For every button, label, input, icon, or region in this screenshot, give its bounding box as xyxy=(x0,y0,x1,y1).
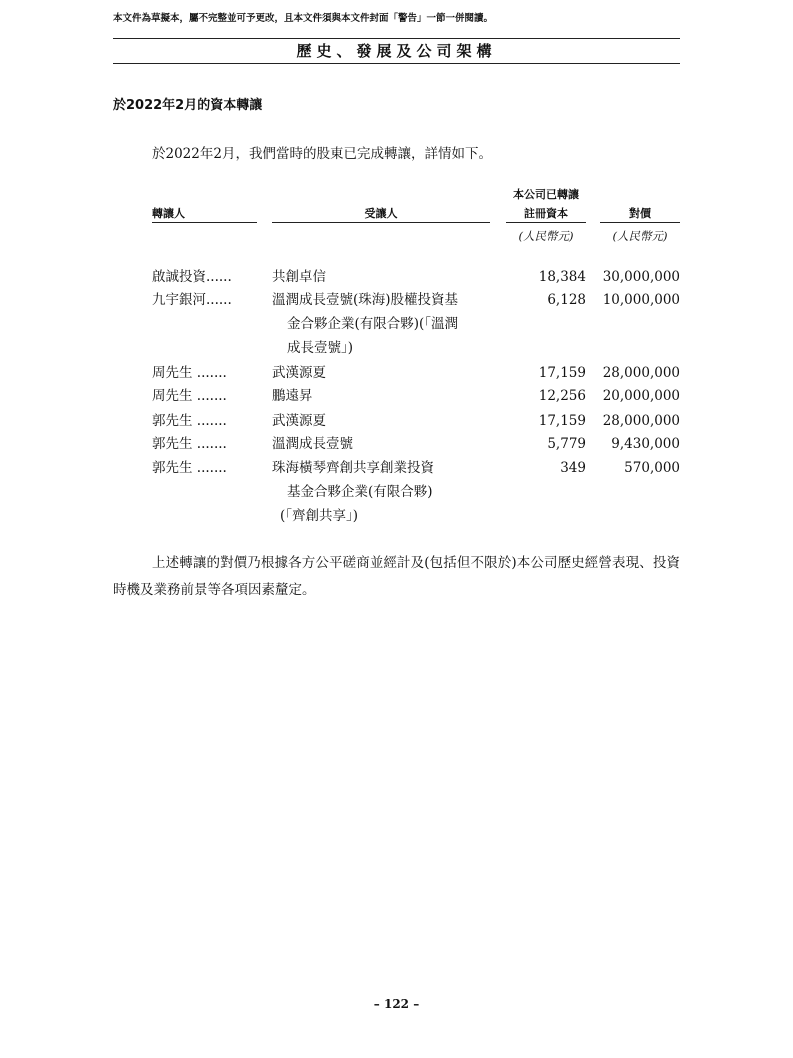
header-bottom-rule xyxy=(113,63,680,64)
section-title: 於2022年2月的資本轉讓 xyxy=(113,98,263,113)
header-consideration-underline xyxy=(600,222,680,223)
table-row-transferee: 溫潤成長壹號(珠海)股權投資基 xyxy=(272,292,459,308)
table-row-consideration: 10,000,000 xyxy=(602,292,680,308)
table-row-capital: 17,159 xyxy=(538,413,586,429)
header-top-rule xyxy=(113,38,680,39)
header-capital-line1: 本公司已轉讓 xyxy=(513,188,579,201)
consideration-basis-paragraph: 上述轉讓的對價乃根據各方公平磋商並經計及(包括但不限於)本公司歷史經營表現、投資時機及業務前景等各項因素釐定。 xyxy=(113,555,680,598)
table-row-consideration: 28,000,000 xyxy=(602,413,680,429)
table-row-transferee: 溫潤成長壹號 xyxy=(272,436,353,452)
table-row-transferee: 武漢源夏 xyxy=(272,413,326,429)
table-row-capital: 5,779 xyxy=(547,436,586,452)
table-row-transferee: 鵬遠昇 xyxy=(272,388,313,404)
chapter-title: 歷史、發展及公司架構 xyxy=(296,42,497,60)
table-row-transferor: 啟誠投資...... xyxy=(152,269,232,285)
table-row-capital: 6,128 xyxy=(547,292,586,308)
header-transferee-underline xyxy=(272,222,490,223)
table-row-consideration: 30,000,000 xyxy=(602,269,680,285)
table-row-transferor: 郭先生 ....... xyxy=(152,413,227,429)
page-number: – 122 – xyxy=(373,997,420,1011)
table-row-capital: 17,159 xyxy=(538,365,586,381)
table-row-transferor: 郭先生 ....... xyxy=(152,460,227,476)
table-row-transferor: 郭先生 ....... xyxy=(152,436,227,452)
header-transferor: 轉讓人 xyxy=(152,207,185,220)
header-transferee: 受讓人 xyxy=(364,207,398,220)
table-row-transferee-cont: (「齊創共享」) xyxy=(280,508,359,524)
table-row-consideration: 570,000 xyxy=(624,460,680,476)
table-row-capital: 349 xyxy=(560,460,586,476)
table-row-transferor: 九宇銀河...... xyxy=(152,292,232,308)
header-capital-underline xyxy=(506,222,586,223)
table-row-consideration: 28,000,000 xyxy=(602,365,680,381)
unit-consideration: (人民幣元) xyxy=(612,229,668,243)
unit-capital: (人民幣元) xyxy=(518,229,574,243)
table-row-transferee-cont: 金合夥企業(有限合夥)(「溫潤 xyxy=(287,316,459,332)
intro-sentence: 於2022年2月，我們當時的股東已完成轉讓，詳情如下。 xyxy=(152,146,492,162)
table-row-transferee-cont: 成長壹號」) xyxy=(287,340,354,356)
table-row-transferee: 武漢源夏 xyxy=(272,365,326,381)
table-row-transferee: 珠海橫琴齊創共享創業投資 xyxy=(272,460,434,476)
header-consideration: 對價 xyxy=(629,207,651,220)
draft-disclaimer: 本文件為草擬本，屬不完整並可予更改，且本文件須與本文件封面「警告」一節一併閱讀。 xyxy=(113,13,494,24)
table-row-capital: 18,384 xyxy=(538,269,586,285)
table-row-consideration: 20,000,000 xyxy=(602,388,680,404)
table-row-transferor: 周先生 ....... xyxy=(152,365,227,381)
table-row-transferee-cont: 基金合夥企業(有限合夥) xyxy=(287,484,433,500)
header-transferor-underline xyxy=(152,222,257,223)
table-row-transferor: 周先生 ....... xyxy=(152,388,227,404)
table-row-capital: 12,256 xyxy=(538,388,586,404)
table-row-consideration: 9,430,000 xyxy=(611,436,680,452)
header-capital-line2: 註冊資本 xyxy=(524,207,568,220)
table-row-transferee: 共創卓信 xyxy=(272,269,326,285)
